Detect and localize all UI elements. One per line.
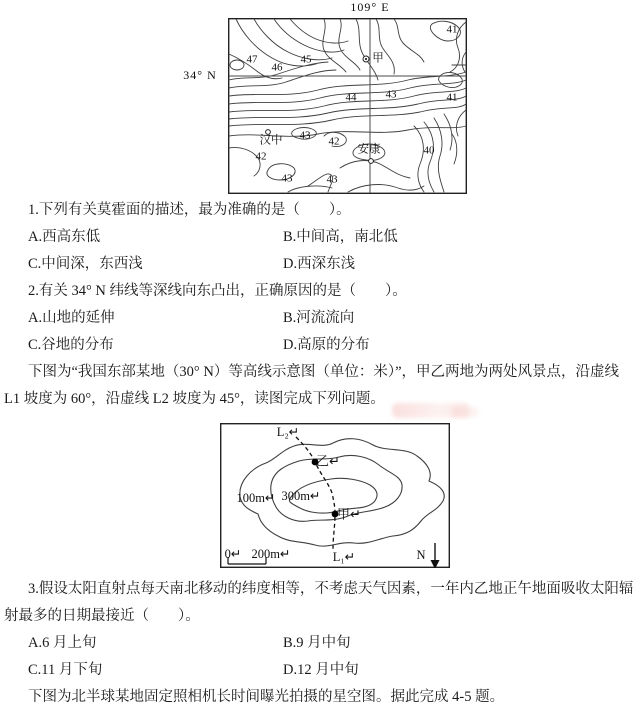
question-3-stem: 3.假设太阳直射点每天南北移动的纬度相等，不考虑天气因素，一年内乙地正午地面吸收太阳辐射最多的日期最接近（ ）。 <box>4 581 634 624</box>
option-3d: D.12 月中旬 <box>283 662 359 678</box>
option-1b: B.中间高，南北低 <box>283 229 398 245</box>
option-3b: B.9 月中旬 <box>283 635 351 651</box>
contour-value: 47 <box>246 53 258 66</box>
label-jia: 甲↵ <box>337 506 361 522</box>
north-arrow <box>431 543 440 568</box>
label-yi: 乙↵ <box>316 453 340 469</box>
option-3c: C.11 月下旬 <box>28 662 103 678</box>
contour-value: 43 <box>281 172 293 185</box>
star-outro-paragraph: 下图为北半球某地固定照相机长时间曝光拍摄的星空图。据此完成 4-5 题。 <box>28 689 505 705</box>
question-3-options-ab <box>0 630 644 657</box>
label-north: N <box>416 547 426 562</box>
label-l2: L₂↵ <box>276 424 300 439</box>
contour-value: 44 <box>345 91 357 104</box>
option-2d: D.高原的分布 <box>283 337 370 353</box>
ankang-marker <box>369 159 374 164</box>
axis-label-34n: 34° N <box>183 68 217 82</box>
option-3a: A.6 月上旬 <box>28 635 97 651</box>
question-1-options-cd <box>0 251 644 278</box>
jia-marker-dot <box>365 58 367 60</box>
label-ankang: 安康 <box>357 143 381 156</box>
scale-200m: 200m↵ <box>251 546 291 561</box>
graticule <box>229 19 466 193</box>
label-jia: 甲 <box>372 52 384 65</box>
question-1-stem: 1.下列有关莫霍面的描述，最为准确的是（ ）。 <box>28 202 351 218</box>
contour-value: 42 <box>328 135 340 148</box>
moho-contour-map <box>228 18 467 194</box>
map-border <box>229 19 467 194</box>
contour-value: 46 <box>271 61 283 74</box>
option-1c: C.中间深，东西浅 <box>28 256 143 272</box>
question-2-stem: 2.有关 34° N 纬线等深线向东凸出，正确原因的是（ ）。 <box>28 283 407 299</box>
contour-value: 41 <box>446 23 458 36</box>
question-2-options-cd <box>0 332 644 359</box>
contour-value: 45 <box>300 53 312 66</box>
question-1-options-ab <box>0 224 644 251</box>
contour-value: 43 <box>299 129 311 142</box>
contour-value: 41 <box>446 91 458 104</box>
contour-value: 42 <box>255 150 267 163</box>
contour-value: 40 <box>423 144 435 157</box>
option-1d: D.西深东浅 <box>283 256 356 272</box>
option-2c: C.谷地的分布 <box>28 337 114 353</box>
contour-intro-paragraph: 下图为“我国东部某地（30° N）等高线示意图（单位：米）”，甲乙两地为两处风景点，沿虚线 L1 坡度为 60°，沿虚线 L2 坡度为 45°，读图完成下列问题。 <box>4 364 620 407</box>
label-100m: 100m↵ <box>236 490 276 505</box>
option-1a: A.西高东低 <box>28 229 101 245</box>
scale-zero: 0↵ <box>224 546 242 561</box>
contour-value: 43 <box>326 173 338 186</box>
contour-value: 43 <box>385 88 397 101</box>
elevation-contour-figure <box>0 413 644 576</box>
moho-contour-map-figure <box>0 0 644 197</box>
option-2b: B.河流流向 <box>283 310 355 326</box>
label-hanzhong: 汉中 <box>259 134 283 147</box>
question-3-options-cd <box>0 657 644 684</box>
axis-label-109e: 109° E <box>350 0 390 14</box>
option-2a: A.山地的延伸 <box>28 310 115 326</box>
question-2-options-ab <box>0 305 644 332</box>
contour-lines <box>229 19 466 192</box>
label-300m: 300m↵ <box>281 488 321 503</box>
label-l1: L₁↵ <box>332 549 356 564</box>
